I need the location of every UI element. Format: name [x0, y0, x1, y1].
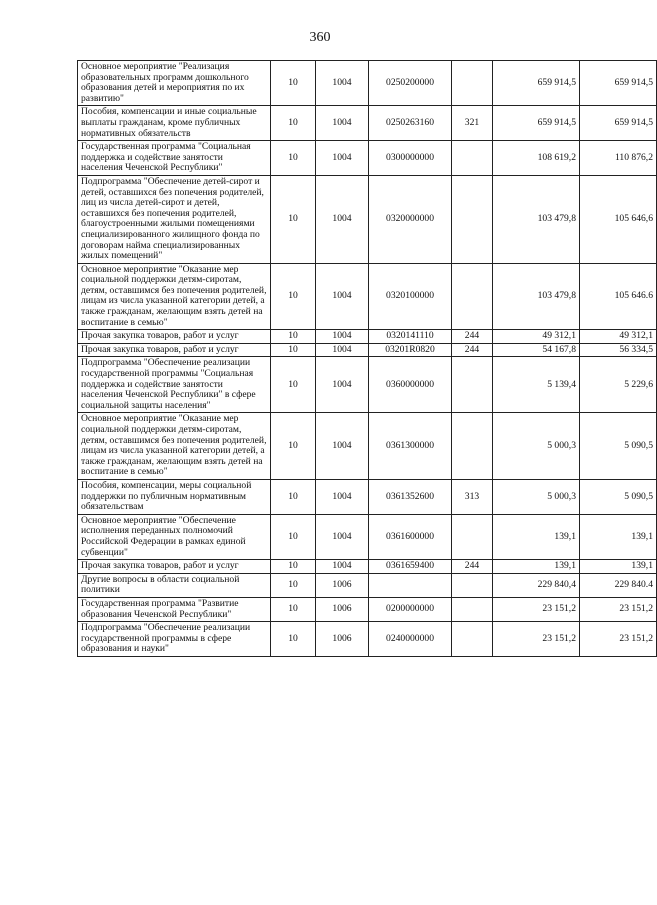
- row-subsection-cell: 1004: [316, 106, 369, 141]
- row-amount-year1-cell: 659 914,5: [493, 61, 580, 106]
- row-amount-year2-cell: 5 229,6: [580, 357, 657, 413]
- row-name-cell: Прочая закупка товаров, работ и услуг: [78, 343, 271, 357]
- table-row: [78, 175, 657, 263]
- row-amount-year2-cell: 56 334,5: [580, 343, 657, 357]
- row-section-cell: 10: [271, 61, 316, 106]
- row-subsection-cell: 1006: [316, 573, 369, 597]
- row-amount-year2-cell: 105 646.6: [580, 263, 657, 330]
- row-target-article-cell: [369, 573, 452, 597]
- row-amount-year1-cell: 103 479,8: [493, 175, 580, 263]
- row-name-cell: Основное мероприятие "Реализация образовательных программ дошкольного образования детей и мероприятия по их развитию": [78, 61, 271, 106]
- row-section-cell: 10: [271, 330, 316, 344]
- row-target-article-cell: 0361300000: [369, 413, 452, 480]
- row-target-article-cell: 0250263160: [369, 106, 452, 141]
- row-section-cell: 10: [271, 343, 316, 357]
- row-target-article-cell: 0240000000: [369, 622, 452, 657]
- row-target-article-cell: 0250200000: [369, 61, 452, 106]
- row-expense-type-cell: [452, 357, 493, 413]
- row-amount-year1-cell: 108 619,2: [493, 141, 580, 176]
- row-subsection-cell: 1004: [316, 175, 369, 263]
- row-section-cell: 10: [271, 141, 316, 176]
- row-name-cell: Прочая закупка товаров, работ и услуг: [78, 330, 271, 344]
- row-amount-year1-cell: 103 479,8: [493, 263, 580, 330]
- row-amount-year2-cell: 139,1: [580, 514, 657, 559]
- row-expense-type-cell: 321: [452, 106, 493, 141]
- row-name-cell: Основное мероприятие "Оказание мер социальной поддержки детям-сиротам, детям, оставшимся без попечения родителей, лицам из числа указанной категории детей, а также гражданам, желающим взять детей на воспитание в семью": [78, 263, 271, 330]
- row-expense-type-cell: [452, 573, 493, 597]
- row-expense-type-cell: 313: [452, 479, 493, 514]
- row-section-cell: 10: [271, 106, 316, 141]
- row-section-cell: 10: [271, 357, 316, 413]
- row-name-cell: Государственная программа "Социальная поддержка и содействие занятости населения Чеченской Республики": [78, 141, 271, 176]
- table-row: [78, 560, 657, 574]
- table-row: [78, 514, 657, 559]
- row-section-cell: 10: [271, 597, 316, 621]
- table-row: [78, 413, 657, 480]
- row-amount-year2-cell: 5 090,5: [580, 413, 657, 480]
- table-row: [78, 330, 657, 344]
- row-subsection-cell: 1004: [316, 141, 369, 176]
- row-amount-year2-cell: 49 312,1: [580, 330, 657, 344]
- row-amount-year2-cell: 5 090,5: [580, 479, 657, 514]
- table-row: [78, 141, 657, 176]
- row-amount-year2-cell: 659 914,5: [580, 106, 657, 141]
- row-amount-year2-cell: 659 914,5: [580, 61, 657, 106]
- row-name-cell: Подпрограмма "Обеспечение детей-сирот и детей, оставшихся без попечения родителей, лиц из числа детей-сирот и детей, оставшихся без попечения родителей, благоустроенными жилыми помещениями специализированного жилищного фонда по договорам найма специализированных жилых помещений": [78, 175, 271, 263]
- row-expense-type-cell: [452, 141, 493, 176]
- row-amount-year1-cell: 54 167,8: [493, 343, 580, 357]
- row-name-cell: Подпрограмма "Обеспечение реализации государственной программы в сфере образования и науки": [78, 622, 271, 657]
- table-row: [78, 357, 657, 413]
- row-section-cell: 10: [271, 479, 316, 514]
- row-target-article-cell: 0320000000: [369, 175, 452, 263]
- row-section-cell: 10: [271, 514, 316, 559]
- row-subsection-cell: 1004: [316, 357, 369, 413]
- row-amount-year2-cell: 23 151,2: [580, 622, 657, 657]
- row-expense-type-cell: [452, 622, 493, 657]
- row-subsection-cell: 1004: [316, 479, 369, 514]
- row-section-cell: 10: [271, 175, 316, 263]
- row-subsection-cell: 1004: [316, 560, 369, 574]
- table-row: [78, 106, 657, 141]
- row-amount-year1-cell: 139,1: [493, 514, 580, 559]
- table-row: [78, 343, 657, 357]
- row-amount-year1-cell: 139,1: [493, 560, 580, 574]
- table-row: [78, 597, 657, 621]
- row-target-article-cell: 0300000000: [369, 141, 452, 176]
- row-amount-year1-cell: 5 139,4: [493, 357, 580, 413]
- row-amount-year1-cell: 659 914,5: [493, 106, 580, 141]
- row-expense-type-cell: 244: [452, 330, 493, 344]
- row-expense-type-cell: [452, 61, 493, 106]
- row-section-cell: 10: [271, 573, 316, 597]
- table-row: [78, 622, 657, 657]
- row-subsection-cell: 1006: [316, 622, 369, 657]
- row-subsection-cell: 1004: [316, 413, 369, 480]
- row-section-cell: 10: [271, 263, 316, 330]
- row-name-cell: Основное мероприятие "Обеспечение исполнения переданных полномочий Российской Федерации в рамках единой субвенции": [78, 514, 271, 559]
- row-target-article-cell: 0320100000: [369, 263, 452, 330]
- row-name-cell: Государственная программа "Развитие образования Чеченской Республики": [78, 597, 271, 621]
- row-target-article-cell: 0361659400: [369, 560, 452, 574]
- row-amount-year2-cell: 105 646,6: [580, 175, 657, 263]
- row-amount-year2-cell: 139,1: [580, 560, 657, 574]
- row-expense-type-cell: [452, 263, 493, 330]
- budget-table-body: [78, 61, 657, 657]
- row-subsection-cell: 1004: [316, 330, 369, 344]
- row-name-cell: Основное мероприятие "Оказание мер социальной поддержки детям-сиротам, детям, оставшимся без попечения родителей, лицам из числа указанной категории детей, а также гражданам, желающим взять детей на воспитание в семью": [78, 413, 271, 480]
- row-target-article-cell: 0200000000: [369, 597, 452, 621]
- row-amount-year1-cell: 229 840,4: [493, 573, 580, 597]
- row-amount-year2-cell: 229 840.4: [580, 573, 657, 597]
- row-expense-type-cell: 244: [452, 560, 493, 574]
- row-subsection-cell: 1004: [316, 263, 369, 330]
- row-amount-year1-cell: 5 000,3: [493, 479, 580, 514]
- row-name-cell: Пособия, компенсации, меры социальной поддержки по публичным нормативным обязательствам: [78, 479, 271, 514]
- row-amount-year1-cell: 49 312,1: [493, 330, 580, 344]
- row-expense-type-cell: [452, 514, 493, 559]
- row-name-cell: Пособия, компенсации и иные социальные выплаты гражданам, кроме публичных нормативных обязательств: [78, 106, 271, 141]
- page-number: 360: [309, 30, 331, 45]
- table-row: [78, 263, 657, 330]
- row-section-cell: 10: [271, 622, 316, 657]
- table-row: [78, 479, 657, 514]
- row-name-cell: Подпрограмма "Обеспечение реализации государственной программы "Социальная поддержка и содействие занятости населения Чеченской Республики" в сфере социальной защиты населения": [78, 357, 271, 413]
- row-amount-year1-cell: 23 151,2: [493, 597, 580, 621]
- row-amount-year2-cell: 110 876,2: [580, 141, 657, 176]
- row-section-cell: 10: [271, 413, 316, 480]
- row-subsection-cell: 1004: [316, 61, 369, 106]
- row-target-article-cell: 0320141110: [369, 330, 452, 344]
- table-row: [78, 573, 657, 597]
- row-amount-year1-cell: 23 151,2: [493, 622, 580, 657]
- row-target-article-cell: 0360000000: [369, 357, 452, 413]
- row-target-article-cell: 03201R0820: [369, 343, 452, 357]
- table-row: [78, 61, 657, 106]
- row-expense-type-cell: [452, 597, 493, 621]
- row-subsection-cell: 1006: [316, 597, 369, 621]
- row-amount-year2-cell: 23 151,2: [580, 597, 657, 621]
- row-subsection-cell: 1004: [316, 514, 369, 559]
- row-section-cell: 10: [271, 560, 316, 574]
- row-name-cell: Прочая закупка товаров, работ и услуг: [78, 560, 271, 574]
- budget-table: [77, 60, 657, 657]
- row-name-cell: Другие вопросы в области социальной политики: [78, 573, 271, 597]
- row-expense-type-cell: [452, 175, 493, 263]
- row-amount-year1-cell: 5 000,3: [493, 413, 580, 480]
- row-target-article-cell: 0361352600: [369, 479, 452, 514]
- row-expense-type-cell: 244: [452, 343, 493, 357]
- row-subsection-cell: 1004: [316, 343, 369, 357]
- row-target-article-cell: 0361600000: [369, 514, 452, 559]
- row-expense-type-cell: [452, 413, 493, 480]
